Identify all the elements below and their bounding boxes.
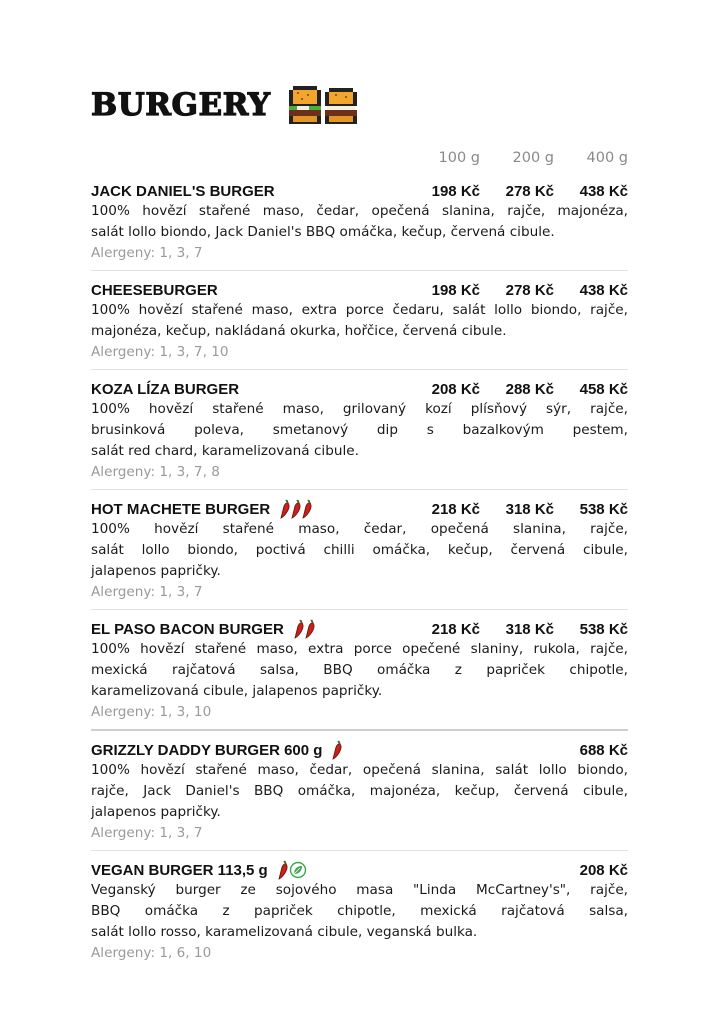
item-icons: [280, 499, 313, 519]
price: 318 Kč: [505, 500, 554, 518]
item-prices: [554, 862, 628, 879]
description-line: 100% hovězí stařené maso, extra porce čedaru, salát lollo biondo, rajče,: [91, 302, 628, 318]
item-icons: [332, 740, 343, 760]
description-line: jalapenos papričky.: [91, 804, 221, 820]
chili-icon: [278, 860, 289, 880]
item-header: [91, 499, 628, 519]
chili-icon: [332, 740, 343, 760]
price: 438 Kč: [579, 182, 628, 200]
item-name: CHEESEBURGER: [91, 281, 218, 299]
section-header: [91, 86, 357, 124]
chili-icon: [302, 499, 313, 519]
item-header: [91, 280, 628, 300]
price: 538 Kč: [579, 620, 628, 638]
item-description: [91, 519, 628, 582]
description-line: 100% hovězí stařené maso, čedar, opečená slanina, rajče, majonéza,: [91, 203, 628, 219]
item-name: HOT MACHETE BURGER: [91, 500, 271, 518]
description-line: rajče, Jack Daniel's BBQ omáčka, majonéza, kečup, červená cibule,: [91, 783, 628, 799]
item-prices: [406, 183, 628, 200]
item-prices: [406, 621, 628, 638]
item-prices: [406, 282, 628, 299]
description-line: 100% hovězí stařené maso, čedar, opečená slanina, rajče,: [91, 521, 628, 537]
item-allergens: Alergeny: 1, 3, 7: [91, 245, 203, 261]
chili-icon: [280, 499, 291, 519]
description-line: 100% hovězí stařené maso, čedar, opečená slanina, salát lollo biondo,: [91, 762, 628, 778]
menu-item: [91, 860, 628, 970]
item-header: [91, 181, 628, 201]
item-name: KOZA LÍZA BURGER: [91, 380, 240, 398]
description-line: salát red chard, karamelizovaná cibule.: [91, 443, 359, 459]
item-description: [91, 639, 628, 702]
item-allergens: Alergeny: 1, 3, 7, 8: [91, 464, 220, 480]
burger-icons: [289, 86, 357, 124]
item-name: JACK DANIEL'S BURGER: [91, 182, 275, 200]
description-line: salát lollo biondo, Jack Daniel's BBQ omáčka, kečup, červená cibule.: [91, 224, 555, 240]
price: 278 Kč: [505, 281, 554, 299]
description-line: salát lollo rosso, karamelizovaná cibule, veganská bulka.: [91, 924, 478, 940]
item-header: [91, 860, 628, 880]
item-header: [91, 740, 628, 760]
item-allergens: Alergeny: 1, 6, 10: [91, 945, 212, 961]
item-description: [91, 300, 628, 342]
weight-headers: [406, 150, 628, 166]
menu-item: [91, 619, 628, 731]
description-line: salát lollo biondo, poctivá chilli omáčka, kečup, červená cibule,: [91, 542, 628, 558]
weight-header: 200 g: [512, 150, 554, 166]
menu-item: [91, 740, 628, 851]
weight-header: 400 g: [586, 150, 628, 166]
section-title: BURGERY: [91, 87, 271, 123]
description-line: jalapenos papričky.: [91, 563, 221, 579]
item-prices: [406, 381, 628, 398]
item-description: [91, 760, 628, 823]
description-line: majonéza, kečup, nakládaná okurka, hořčice, červená cibule.: [91, 323, 507, 339]
item-name: GRIZZLY DADDY BURGER 600 g: [91, 741, 323, 759]
description-line: Veganský burger ze sojového masa "Linda McCartney's", rajče,: [91, 882, 628, 898]
description-line: brusinková poleva, smetanový dip s bazalkovým pestem,: [91, 422, 628, 438]
price: 318 Kč: [505, 620, 554, 638]
price: 208 Kč: [431, 380, 480, 398]
chili-icon: [291, 499, 302, 519]
menu-item: [91, 280, 628, 370]
description-line: karamelizovaná cibule, jalapenos papričky.: [91, 683, 383, 699]
item-allergens: Alergeny: 1, 3, 7: [91, 584, 203, 600]
description-line: 100% hovězí stařené maso, extra porce opečené slaniny, rukola, rajče,: [91, 641, 628, 657]
item-allergens: Alergeny: 1, 3, 10: [91, 704, 212, 720]
price: 198 Kč: [431, 281, 480, 299]
menu-item: [91, 379, 628, 490]
item-description: [91, 201, 628, 243]
burger-icon: [325, 86, 357, 124]
price: 538 Kč: [579, 500, 628, 518]
price: 198 Kč: [431, 182, 480, 200]
price: 458 Kč: [579, 380, 628, 398]
item-name: VEGAN BURGER 113,5 g: [91, 861, 268, 879]
burger-icon: [289, 86, 321, 124]
weight-header: 100 g: [438, 150, 480, 166]
item-description: [91, 880, 628, 943]
chili-icon: [305, 619, 316, 639]
item-name: EL PASO BACON BURGER: [91, 620, 284, 638]
price: 218 Kč: [431, 500, 480, 518]
item-allergens: Alergeny: 1, 3, 7: [91, 825, 203, 841]
item-icons: [278, 860, 307, 880]
menu-item: [91, 499, 628, 610]
item-header: [91, 379, 628, 399]
item-header: [91, 619, 628, 639]
price: 278 Kč: [505, 182, 554, 200]
description-line: BBQ omáčka z papriček chipotle, mexická rajčatová salsa,: [91, 903, 628, 919]
chili-icon: [294, 619, 305, 639]
item-description: [91, 399, 628, 462]
item-prices: [554, 742, 628, 759]
price: 438 Kč: [579, 281, 628, 299]
menu-item: [91, 181, 628, 271]
price: 208 Kč: [579, 861, 628, 879]
description-line: 100% hovězí stařené maso, grilovaný kozí plísňový sýr, rajče,: [91, 401, 628, 417]
price: 688 Kč: [579, 741, 628, 759]
price: 218 Kč: [431, 620, 480, 638]
menu-items: [91, 181, 628, 979]
price: 288 Kč: [505, 380, 554, 398]
description-line: mexická rajčatová salsa, BBQ omáčka z papriček chipotle,: [91, 662, 628, 678]
item-prices: [406, 501, 628, 518]
vegan-leaf-icon: [289, 861, 307, 879]
item-allergens: Alergeny: 1, 3, 7, 10: [91, 344, 229, 360]
item-icons: [294, 619, 316, 639]
